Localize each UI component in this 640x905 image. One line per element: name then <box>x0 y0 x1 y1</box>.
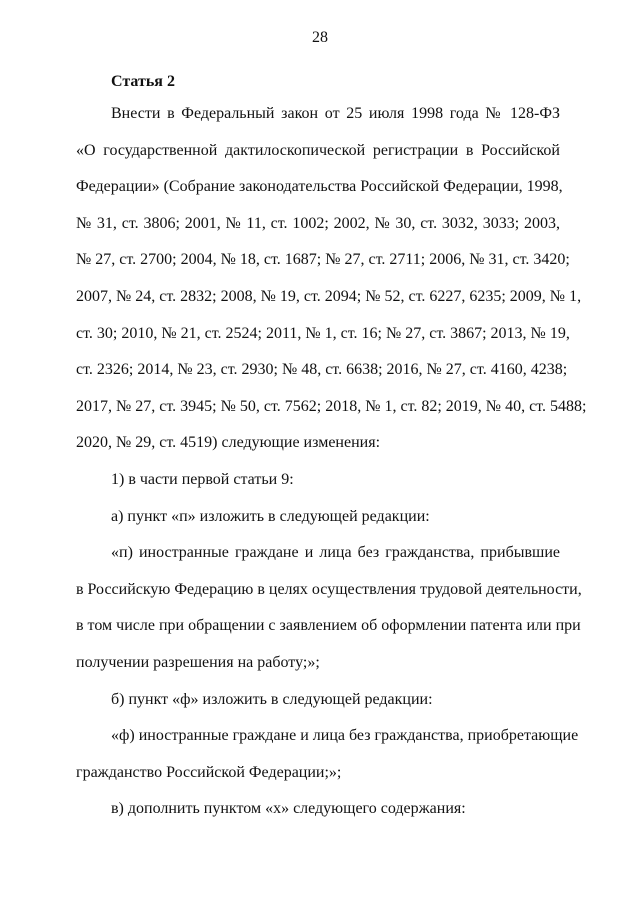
item-a-text-line: «п) иностранные граждане и лица без гражданства, прибывшие <box>111 544 560 562</box>
item-b-text-line: «ф) иностранные граждане и лица без гражданства, приобретающие <box>111 727 579 745</box>
intro-line: ст. 2326; 2014, № 23, ст. 2930; № 48, ст. 6638; 2016, № 27, ст. 4160, 4238; <box>76 361 568 379</box>
item-1: 1) в части первой статьи 9: <box>111 470 294 488</box>
item-a-text-line: в том числе при обращении с заявлением об оформлении патента или при <box>76 617 581 635</box>
article-heading: Статья 2 <box>111 73 175 90</box>
item-a: а) пункт «п» изложить в следующей редакции: <box>111 507 430 525</box>
page-number: 28 <box>312 29 328 46</box>
document-body <box>76 96 587 828</box>
item-b: б) пункт «ф» изложить в следующей редакции: <box>111 690 433 708</box>
intro-line: 2020, № 29, ст. 4519) следующие изменения: <box>76 434 381 452</box>
intro-line: ст. 30; 2010, № 21, ст. 2524; 2011, № 1, ст. 16; № 27, ст. 3867; 2013, № 19, <box>76 324 570 342</box>
intro-line: «О государственной дактилоскопической регистрации в Российской <box>76 141 560 159</box>
item-c: в) дополнить пунктом «х» следующего содержания: <box>111 800 466 818</box>
intro-line: № 27, ст. 2700; 2004, № 18, ст. 1687; № 27, ст. 2711; 2006, № 31, ст. 3420; <box>76 251 570 269</box>
intro-line: 2007, № 24, ст. 2832; 2008, № 19, ст. 2094; № 52, ст. 6227, 6235; 2009, № 1, <box>76 287 582 305</box>
intro-line: Внести в Федеральный закон от 25 июля 1998 года № 128-ФЗ <box>111 105 560 122</box>
item-a-text-line: в Российскую Федерацию в целях осуществления трудовой деятельности, <box>76 580 582 598</box>
intro-line: № 31, ст. 3806; 2001, № 11, ст. 1002; 2002, № 30, ст. 3032, 3033; 2003, <box>76 214 560 232</box>
intro-line: 2017, № 27, ст. 3945; № 50, ст. 7562; 2018, № 1, ст. 82; 2019, № 40, ст. 5488; <box>76 397 587 415</box>
item-a-text-line: получении разрешения на работу;»; <box>76 653 320 671</box>
intro-line: Федерации» (Собрание законодательства Российской Федерации, 1998, <box>76 178 563 196</box>
item-b-text-line: гражданство Российской Федерации;»; <box>76 763 342 781</box>
